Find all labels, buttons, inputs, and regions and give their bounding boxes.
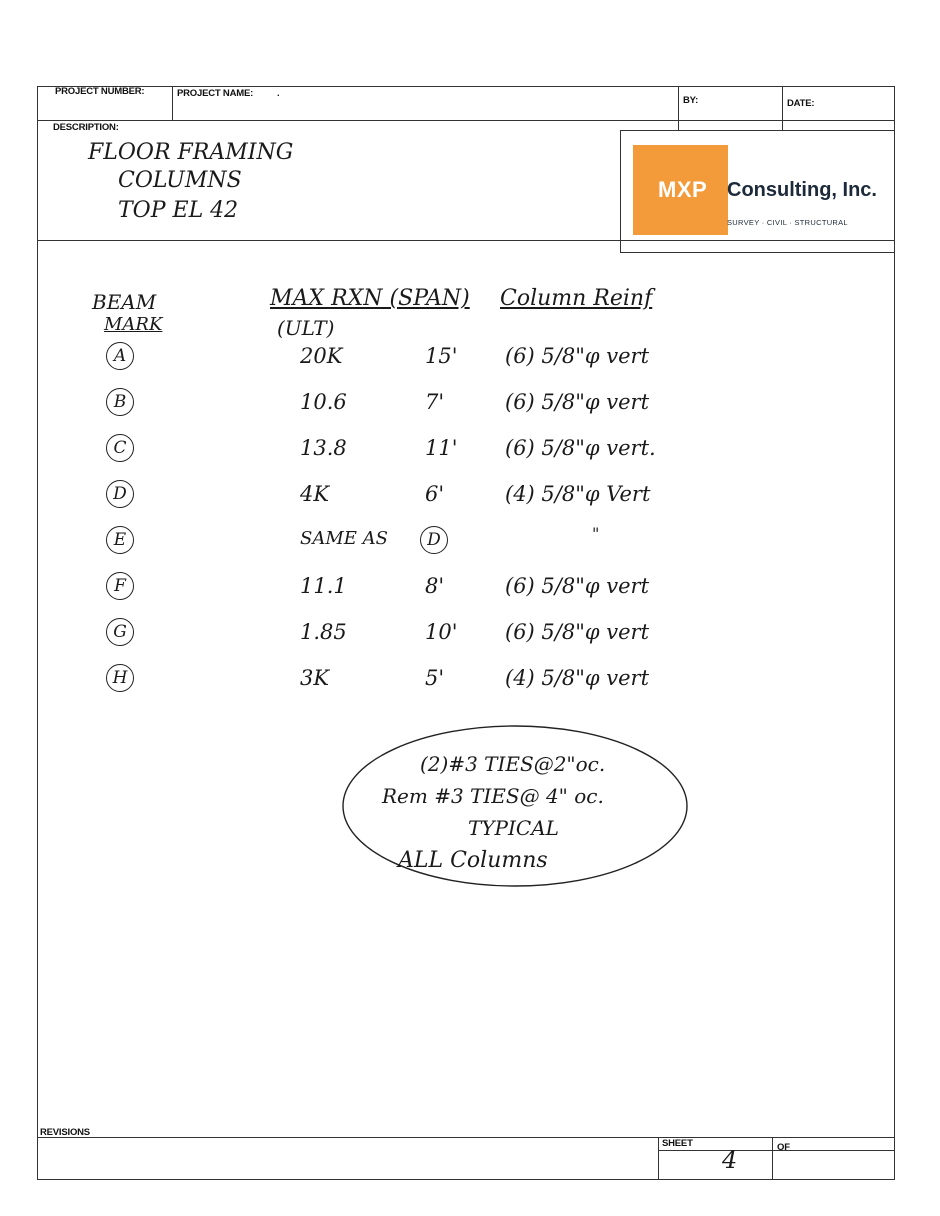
description-bottom-line bbox=[37, 240, 895, 241]
note-line-2: Rem #3 TIES@ 4" oc. bbox=[382, 784, 604, 808]
row-span: 5' bbox=[425, 666, 445, 690]
description-line-3: TOP EL 42 bbox=[118, 198, 239, 223]
row-reinf: " bbox=[592, 524, 600, 543]
sheet-label: SHEET bbox=[662, 1138, 693, 1149]
row-reinf: (6) 5/8"φ vert bbox=[505, 344, 650, 368]
by-divider bbox=[678, 86, 679, 130]
note-line-4: ALL Columns bbox=[398, 848, 548, 873]
row-span: 8' bbox=[425, 574, 445, 598]
row-rxn: 11.1 bbox=[300, 574, 347, 598]
beam-mark-circle: A bbox=[106, 342, 134, 370]
header-divider bbox=[37, 120, 895, 121]
logo-tagline: SURVEY · CIVIL · STRUCTURAL bbox=[727, 218, 848, 227]
beam-mark-circle: B bbox=[106, 388, 134, 416]
sheet-divider bbox=[658, 1137, 659, 1180]
by-label: BY: bbox=[683, 95, 699, 106]
project-name-value: . bbox=[277, 88, 280, 99]
drawing-sheet bbox=[37, 86, 895, 1180]
logo-divider bbox=[620, 130, 621, 252]
title-block-line bbox=[620, 252, 895, 253]
of-divider bbox=[772, 1137, 773, 1180]
row-rxn: SAME AS bbox=[300, 528, 388, 549]
description-label: DESCRIPTION: bbox=[53, 122, 119, 133]
row-rxn: 13.8 bbox=[300, 436, 347, 460]
col-beam-line-2: MARK bbox=[104, 314, 163, 335]
logo-name: Consulting, Inc. bbox=[727, 179, 877, 201]
beam-mark-circle: C bbox=[106, 434, 134, 462]
of-label: OF bbox=[777, 1142, 790, 1153]
row-span: 15' bbox=[425, 344, 458, 368]
row-rxn: 4K bbox=[300, 482, 330, 506]
project-number-divider bbox=[172, 86, 173, 120]
description-line-2: COLUMNS bbox=[118, 168, 242, 193]
col-rxn-heading: MAX RXN (SPAN) bbox=[270, 286, 470, 311]
project-number-label: PROJECT NUMBER: bbox=[55, 86, 145, 97]
note-line-3: TYPICAL bbox=[468, 816, 559, 840]
row-reinf: (4) 5/8"φ Vert bbox=[505, 482, 651, 506]
row-span: 6' bbox=[425, 482, 445, 506]
date-label: DATE: bbox=[787, 98, 815, 109]
row-rxn: 1.85 bbox=[300, 620, 347, 644]
row-rxn: 20K bbox=[300, 344, 343, 368]
footer-top-line bbox=[37, 1137, 895, 1138]
col-beam-line-1: BEAM bbox=[92, 290, 157, 314]
description-line-1: FLOOR FRAMING bbox=[88, 140, 294, 165]
revisions-label: REVISIONS bbox=[40, 1127, 90, 1138]
col-rxn-sub: (ULT) bbox=[277, 316, 335, 340]
by-date-bottom bbox=[620, 130, 895, 131]
note-line-1: (2)#3 TIES@2"oc. bbox=[420, 752, 606, 776]
row-reinf: (6) 5/8"φ vert. bbox=[505, 436, 656, 460]
row-span: 10' bbox=[425, 620, 458, 644]
row-reinf: (6) 5/8"φ vert bbox=[505, 390, 650, 414]
same-as-mark-circle: D bbox=[420, 526, 448, 554]
project-name-label: PROJECT NAME: bbox=[177, 88, 254, 99]
row-reinf: (6) 5/8"φ vert bbox=[505, 574, 650, 598]
row-reinf: (6) 5/8"φ vert bbox=[505, 620, 650, 644]
row-rxn: 3K bbox=[300, 666, 330, 690]
sheet-value: 4 bbox=[722, 1146, 738, 1174]
beam-mark-circle: E bbox=[106, 526, 134, 554]
row-rxn: 10.6 bbox=[300, 390, 347, 414]
col-reinf-heading: Column Reinf bbox=[500, 286, 653, 311]
beam-mark-circle: G bbox=[106, 618, 134, 646]
date-divider bbox=[782, 86, 783, 130]
logo-mark: MXP bbox=[658, 177, 708, 202]
beam-mark-circle: F bbox=[106, 572, 134, 600]
beam-mark-circle: D bbox=[106, 480, 134, 508]
row-span: 11' bbox=[425, 436, 458, 460]
row-reinf: (4) 5/8"φ vert bbox=[505, 666, 650, 690]
beam-mark-circle: H bbox=[106, 664, 134, 692]
row-span: 7' bbox=[425, 390, 445, 414]
